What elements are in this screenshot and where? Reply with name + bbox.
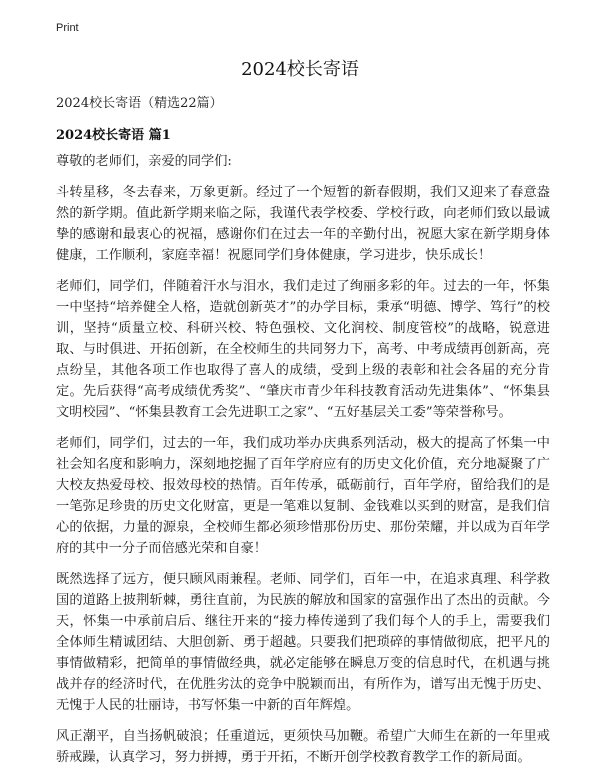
paragraph-1: 斗转星移，冬去春来，万象更新。经过了一个短暂的新春假期，我们又迎来了春意盎然的新学期。值此新学期来临之际，我谨代表学校委、学校行政，向老师们致以最诚挚的感谢和最衷心的祝福，感谢你们在过去一年的辛勤付出，祝愿大家在新学期身体健康，工作顺利，家庭幸福！祝愿同学们身体健康，学习进步，快乐成长！	[56, 185, 550, 263]
document-body	[56, 151, 550, 778]
greeting-line: 尊敬的老师们，亲爱的同学们:	[56, 154, 232, 169]
paragraph-5: 风正潮平，自当扬帆破浪；任重道远，更须快马加鞭。希望广大师生在新的一年里戒骄戒躁，认真学习，努力拼搏，勇于开拓，不断开创学校教育教学工作的新局面。	[56, 729, 550, 765]
print-link[interactable]: Print	[56, 22, 79, 34]
paragraph-2: 老师们，同学们，伴随着汗水与泪水，我们走过了绚丽多彩的年。过去的一年，怀集一中坚持“培养健全人格，造就创新英才”的办学目标，秉承“明德、博学、笃行”的校训，坚持“质量立校、科研兴校、特色强校、文化润校、制度管校”的战略，锐意进取、与时俱进、开拓创新，在全校师生的共同努力下，高考、中考成绩再创新高，亮点纷呈，其他各项工作也取得了喜人的成绩，受到上级的表彰和社会各届的充分肯定。先后获得“高考成绩优秀奖”、“肇庆市青少年科技教育活动先进集体”、“怀集县文明校园”、“怀集县教育工会先进职工之家”、“五好基层关工委”等荣誉称号。	[56, 279, 550, 420]
section-heading: 2024校长寄语 篇1	[56, 128, 171, 143]
paragraph-3: 老师们，同学们，过去的一年，我们成功举办庆典系列活动，极大的提高了怀集一中社会知名度和影响力，深刻地挖掘了百年学府应有的历史文化价值，充分地凝聚了广大校友热爱母校、报效母校的热情。百年传承，砥砺前行，百年学府，留给我们的是一笔弥足珍贵的历史文化财富，更是一笔难以复制、金钱难以买到的财富，是我们信心的依据，力量的源泉，全校师生都必须珍惜那份历史、那份荣耀，并以成为百年学府的其中一分子而倍感光荣和自豪！	[56, 436, 550, 556]
document-subtitle: 2024校长寄语（精选22篇）	[56, 96, 223, 111]
page-title: 2024校长寄语	[241, 59, 359, 80]
paragraph-4: 既然选择了远方，便只顾风雨兼程。老师、同学们，百年一中，在追求真理、科学救国的道路上披荆斩棘，勇往直前，为民族的解放和国家的富强作出了杰出的贡献。今天，怀集一中承前启后、继往开来的“接力棒传递到了我们每个人的手上，需要我们全体师生精诚团结、大胆创新、勇于超越。只要我们把琐碎的事情做彻底，把平凡的事情做精彩，把简单的事情做经典，就必定能够在瞬息万变的信息时代，在机遇与挑战并存的经济时代，在优胜劣汰的竞争中脱颖而出，有所作为，谱写出无愧于历史、无愧于人民的壮丽诗，书写怀集一中新的百年辉煌。	[56, 572, 550, 713]
